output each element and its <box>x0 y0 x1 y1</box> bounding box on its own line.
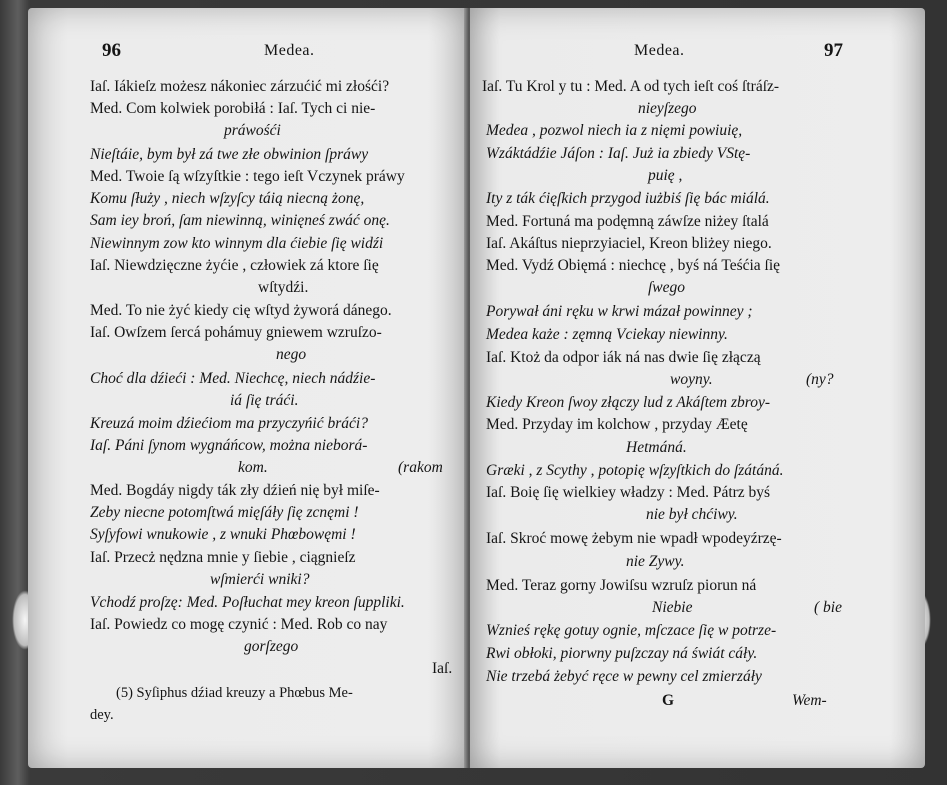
catchword: Iaſ. <box>432 660 453 677</box>
text-line: Græki , z Scythy , potopię wſzyſtkich do ſzátáná. <box>486 462 784 479</box>
text-line: Med. Twoie ſą wſzyſtkie : tego ieſt Vczynek práwy <box>90 168 405 185</box>
text-line: nego <box>276 346 307 363</box>
text-line: puię , <box>648 167 683 184</box>
text-line: Iaſ. Niewdzięczne żyćie , człowiek zá ktore ſię <box>90 257 379 274</box>
text-line: Porywał áni ręku w krwi mázał powinney ; <box>486 303 753 320</box>
line-overflow: ( bie <box>814 599 842 616</box>
line-overflow: (ny? <box>806 371 834 388</box>
text-line: Iaſ. Ktoż da odpor iák ná nas dwie ſię złączą <box>486 349 761 366</box>
text-line: Iaſ. Skroć mowę żebym nie wpadł wpodeyźrzę- <box>486 530 782 547</box>
text-line: Med. To nie żyć kiedy cię wſtyd żyworá dánego. <box>90 302 392 319</box>
text-line: iá ſię tráći. <box>230 392 299 409</box>
text-line: Sam iey broń, ſam niewinną, winięneś zwáć onę. <box>90 212 390 229</box>
page-number: 97 <box>824 40 843 61</box>
text-line: Med. Com kolwiek porobiłá : Iaſ. Tych ci nie- <box>90 100 376 117</box>
catchword: Wem- <box>792 692 827 709</box>
footnote: dey. <box>90 707 114 723</box>
text-line: Wznieś rękę gotuy ognie, mſczace ſię w potrze- <box>486 622 777 639</box>
text-line: Hetmáná. <box>626 439 687 456</box>
signature-mark: G <box>662 692 675 709</box>
running-title: Medea. <box>264 42 315 59</box>
left-page-header <box>28 36 468 62</box>
page-number: 96 <box>102 40 121 61</box>
text-line: Wzáktádźie Jáſon : Iaſ. Już ia zbiedy VStę- <box>486 145 751 162</box>
text-line: gorſzego <box>244 638 299 655</box>
text-line: Nie trzebá żebyć ręce w pewny cel zmierzáły <box>486 668 762 685</box>
text-line: práwośći <box>224 122 281 139</box>
text-line: Choć dla dźieći : Med. Niechcę, niech nádźie- <box>90 370 376 387</box>
right-page <box>470 8 925 768</box>
text-line: nie był chćiwy. <box>646 506 738 523</box>
text-line: Ity z ták ćięſkich przygod iużbiś ſię bác miálá. <box>486 190 770 207</box>
text-line: Iaſ. Tu Krol y tu : Med. A od tych ieſt coś ſtráſz- <box>482 78 780 95</box>
text-line: Niebie <box>652 599 693 616</box>
text-line: wſtydźi. <box>258 279 309 296</box>
text-line: Nieſtáie, bym był zá twe złe obwinion ſpráwy <box>90 146 369 163</box>
text-line: Zeby niecne potomſtwá mięſáły ſię zcnęmi ! <box>90 504 359 521</box>
text-line: Iaſ. Powiedz co mogę czynić : Med. Rob co nay <box>90 616 388 633</box>
text-line: Med. Fortuná ma podęmną záwſze niżey ſtalá <box>486 213 769 230</box>
text-line: wſmierći wniki? <box>210 571 310 588</box>
text-line: Med. Teraz gorny Jowiſsu wzruſz piorun ná <box>486 577 757 594</box>
text-line: woyny. <box>670 371 713 388</box>
text-line: nieyſzego <box>638 100 697 117</box>
text-line: Med. Bogdáy nigdy ták zły dźień nię był miſe- <box>90 482 380 499</box>
text-line: Iaſ. Owſzem ſercá pohámuy gniewem wzruſzo- <box>90 324 382 341</box>
text-line: ſwego <box>648 279 686 296</box>
text-line: Kiedy Kreon ſwoy złączy lud z Akáſtem zbroy- <box>486 394 770 411</box>
text-line: Syſyfowi wnukowie , z wnuki Phœbowęmi ! <box>90 526 356 543</box>
text-line: kom. <box>238 459 268 476</box>
text-line: nie Zywy. <box>626 553 685 570</box>
text-line: Rwi obłoki, piorwny puſzczay ná świát cáły. <box>486 645 758 662</box>
text-line: Medea , pozwol niech ia z nięmi powiuię, <box>486 122 743 139</box>
line-overflow: (rakom <box>398 459 443 476</box>
text-line: Iaſ. Akáſtus nieprzyiaciel, Kreon bliżey niego. <box>486 235 772 252</box>
running-title: Medea. <box>634 42 685 59</box>
text-line: Vchodź proſzę: Med. Poſłuchat mey kreon ſuppliki. <box>90 594 405 611</box>
right-page-header <box>470 36 925 62</box>
footnote: (5) Syſiphus dźiad kreuzy a Phœbus Me- <box>116 685 353 701</box>
text-line: Kreuzá moim dźiećiom ma przyczyńić bráći? <box>90 415 368 432</box>
text-line: Medea każe : zęmną Vciekay niewinny. <box>486 326 728 343</box>
text-line: Komu ſłuży , niech wſzyſcy táią niecną żonę, <box>90 190 365 207</box>
text-line: Med. Vydź Obięmá : niechcę , byś ná Teśćia ſię <box>486 257 781 274</box>
text-line: Niewinnym zow kto winnym dla ćiebie ſię widźi <box>90 235 384 252</box>
text-line: Iaſ. Iákieſz możesz nákoniec zárzućić mi złośći? <box>90 78 390 95</box>
text-line: Med. Przyday im kolchow , przyday Æetę <box>486 416 748 433</box>
text-line: Iaſ. Páni ſynom wygnáńcow, można nieborá- <box>90 437 368 454</box>
text-line: Iaſ. Boię ſię wielkiey władzy : Med. Pátrz byś <box>486 484 771 501</box>
text-line: Iaſ. Przecż nędzna mnie y ſiebie , ciągnieſz <box>90 549 356 566</box>
left-page <box>28 8 468 768</box>
